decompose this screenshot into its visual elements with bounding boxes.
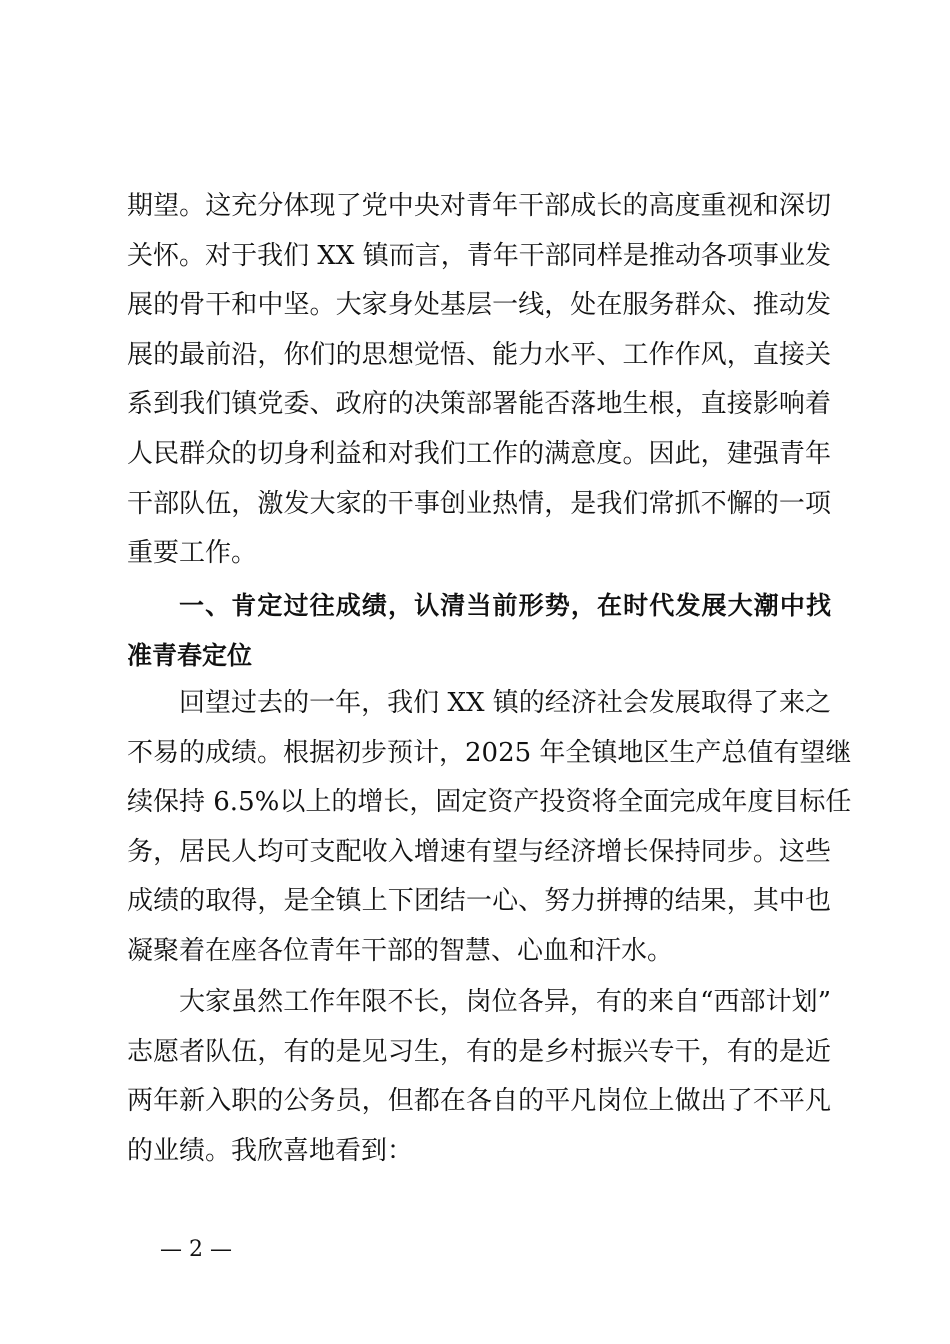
- page-number: — 2 —: [160, 1237, 232, 1262]
- text-line: 关怀。对于我们 XX 镇而言，青年干部同样是推动各项事业发: [127, 240, 831, 271]
- text-line: 期望。这充分体现了党中央对青年干部成长的高度重视和深切: [127, 191, 831, 221]
- text-line: 重要工作。: [127, 538, 258, 569]
- heading-line: 准青春定位: [127, 640, 253, 670]
- text-line: 展的最前沿，你们的思想觉悟、能力水平、工作作风，直接关: [127, 339, 831, 370]
- section-heading: [127, 581, 831, 680]
- paragraph-cadres: [127, 978, 831, 1176]
- text-line: 大家虽然工作年限不长，岗位各异，有的来自“西部计划”: [179, 987, 831, 1017]
- text-line: 不易的成绩。根据初步预计，2025 年全镇地区生产总值有望继: [127, 737, 852, 768]
- text-line: 续保持 6.5%以上的增长，固定资产投资将全面完成年度目标任: [127, 787, 852, 818]
- text-line: 人民群众的切身利益和对我们工作的满意度。因此，建强青年: [127, 438, 831, 469]
- text-line: 回望过去的一年，我们 XX 镇的经济社会发展取得了来之: [179, 688, 831, 718]
- text-line: 两年新入职的公务员，但都在各自的平凡岗位上做出了不平凡: [127, 1086, 831, 1117]
- text-line: 务，居民人均可支配收入增速有望与经济增长保持同步。这些: [127, 836, 831, 867]
- text-line: 的业绩。我欣喜地看到：: [127, 1135, 414, 1166]
- text-line: 干部队伍，激发大家的干事创业热情，是我们常抓不懈的一项: [127, 488, 831, 519]
- paragraph-continued: [127, 182, 831, 579]
- text-line: 系到我们镇党委、政府的决策部署能否落地生根，直接影响着: [127, 389, 831, 420]
- text-line: 成绩的取得，是全镇上下团结一心、努力拼搏的结果，其中也: [127, 886, 831, 917]
- text-line: 志愿者队伍，有的是见习生，有的是乡村振兴专干，有的是近: [127, 1036, 831, 1067]
- text-line: 展的骨干和中坚。大家身处基层一线，处在服务群众、推动发: [127, 290, 831, 321]
- paragraph-review: [127, 679, 852, 977]
- heading-line: 一、肯定过往成绩，认清当前形势，在时代发展大潮中找: [179, 591, 831, 620]
- text-line: 凝聚着在座各位青年干部的智慧、心血和汗水。: [127, 935, 674, 966]
